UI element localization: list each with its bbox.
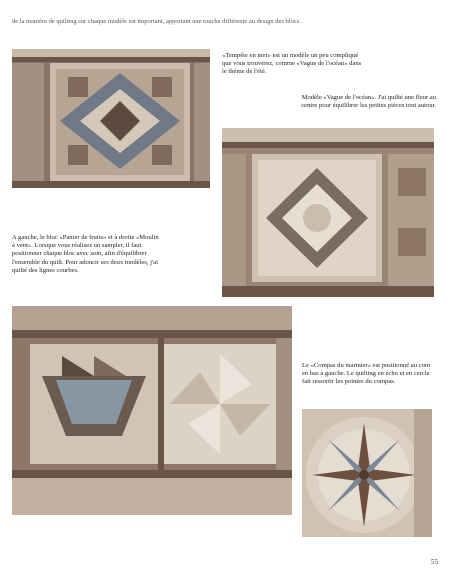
- caption-tempete: «Tempête en mer» est un modèle un peu compliqué que vous trouverez, comme «Vague de l'océan» dans le thème de l'été.: [222, 52, 362, 76]
- photo-vague-de-l-ocean: [222, 128, 434, 297]
- photo-compas-du-marinier: [302, 409, 432, 537]
- photo-panier-moulin: [12, 306, 292, 515]
- caption-compas: Le «Compas du marinier» est positionné au coin en bas à gauche. Le quilting en écho et en cercle fait ressortir les pointes du compas.: [302, 362, 431, 386]
- photo-tempete-en-mer: [12, 49, 210, 188]
- header-text: de la manière de quilting sur chaque modèle est important, apportant une touche différente au design des blocs.: [12, 18, 301, 25]
- caption-vague: Modèle «Vague de l'océan». J'ai quilté une fleur au centre pour équilibrer les petites pièces tout autour.: [301, 94, 436, 110]
- page-number: 55: [431, 558, 438, 566]
- caption-panier: A gauche, le bloc «Panier de fruits» et à droite «Moulin à vent». Lorsque vous réalisez un sampler, il faut positionner chaque bloc avec soin, afin d'équilibrer l'ensemble du quilt. Pour adoucir ses deux modèles, j'ai quilté des lignes courbes.: [12, 234, 159, 274]
